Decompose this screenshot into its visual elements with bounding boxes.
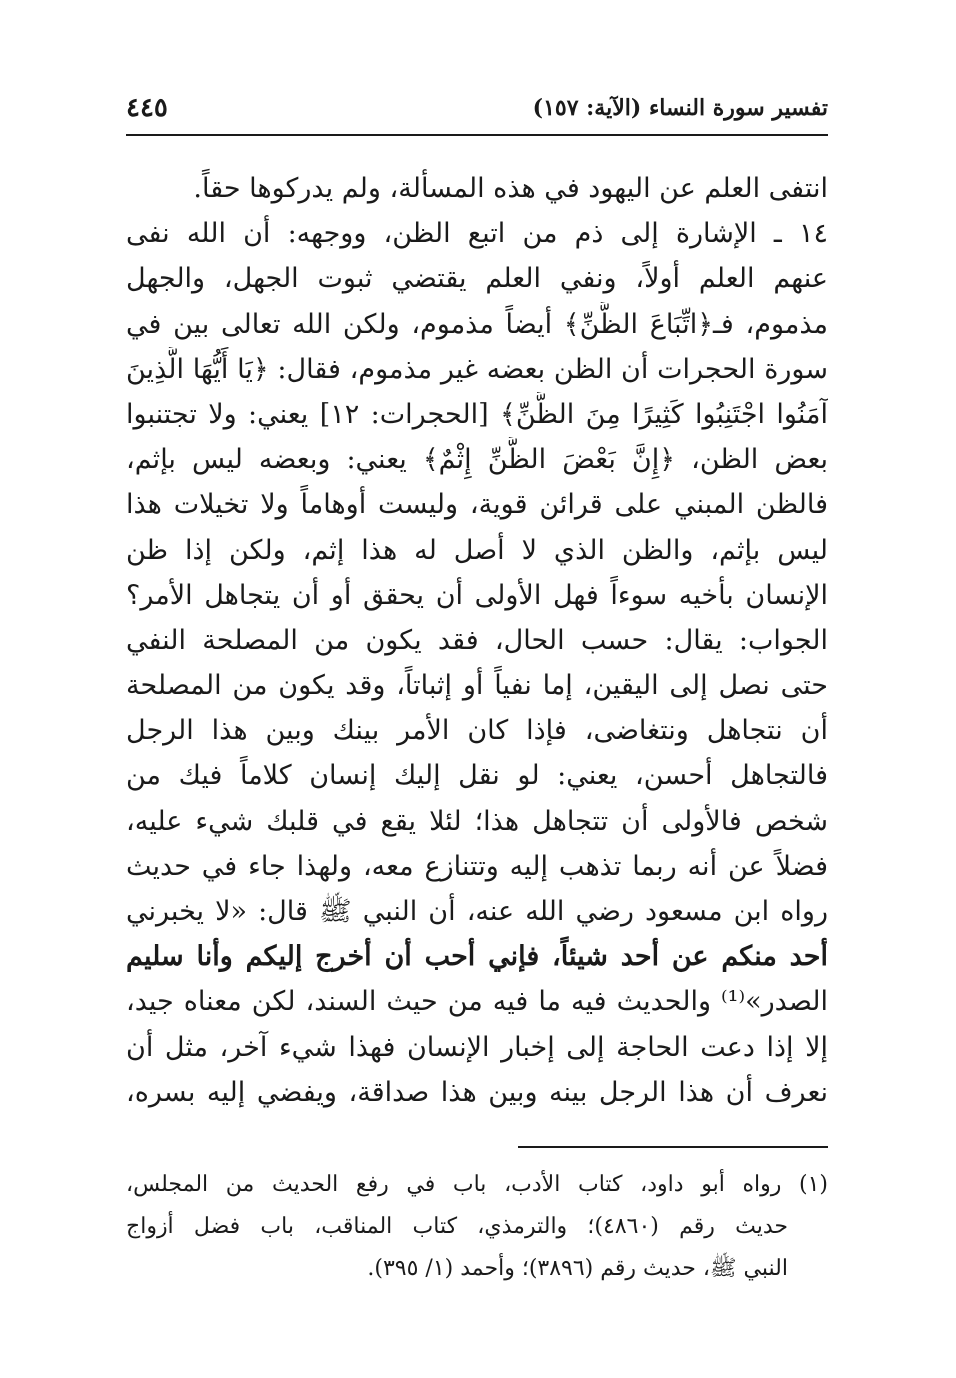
text-line: ليس بإثم، والظن الذي لا أصل له هذا إثم، ولكن إذا ظن — [126, 534, 828, 566]
text-line: أن نتجاهل ونتغاضى، فإذا كان الأمر بينك وبين هذا الرجل — [126, 715, 828, 747]
text-line: نعرف أن هذا الرجل بينه وبين هذا صداقة، ويفضي إليه بسره، — [126, 1076, 828, 1108]
header-divider — [126, 134, 828, 136]
footnote-line: حديث رقم (٤٨٦٠)؛ والترمذي، كتاب المناقب، باب فضل أزواج — [126, 1214, 788, 1239]
footnote-line: النبي ﷺ، حديث رقم (٣٨٩٦)؛ وأحمد (١/ ٣٩٥). — [367, 1256, 788, 1281]
footnote-divider — [518, 1146, 828, 1148]
text-line: آمَنُوا اجْتَنِبُوا كَثِيرًا مِنَ الظَّنِّ﴾ [الحجرات: ١٢] يعني: ولا تجتنبوا — [126, 398, 828, 430]
text-line: أحد منكم عن أحد شيئاً، فإني أحب أن أخرج إليكم وأنا سليم — [126, 941, 828, 973]
text-line: شخص فالأولى أن تتجاهل هذا؛ لئلا يقع في قلبك شيء عليه، — [126, 805, 828, 837]
text-line: الجواب: يقال: حسب الحال، فقد يكون من المصلحة النفي — [126, 624, 828, 656]
text-line: ١٤ ـ الإشارة إلى ذم من اتبع الظن، ووجهه: أن الله نفى — [126, 218, 828, 250]
text-line: عنهم العلم أولاً، ونفي العلم يقتضي ثبوت الجهل، والجهل — [126, 263, 828, 295]
text-line: رواه ابن مسعود رضي الله عنه، أن النبي ﷺ قال: «لا يخبرني — [126, 896, 828, 927]
running-title: تفسير سورة النساء (الآية: ١٥٧) — [532, 95, 828, 121]
text-line: إلا إذا دعت الحاجة إلى إخبار الإنسان فهذا شيء آخر، مثل أن — [126, 1031, 828, 1063]
main-text — [126, 166, 828, 1115]
page-header — [126, 88, 828, 128]
text-line: بعض الظن، ﴿إِنَّ بَعْضَ الظَّنِّ إِثْمٌ﴾ يعني: وبعضه ليس بإثم، — [126, 444, 828, 476]
text-line: فالظن المبني على قرائن قوية، وليست أوهاماً ولا تخيلات هذا — [126, 489, 828, 521]
page-number: ٤٤٥ — [126, 93, 168, 123]
text-line: انتفى العلم عن اليهود في هذه المسألة، ولم يدركوها حقاً. — [193, 173, 828, 204]
text-line: سورة الحجرات أن الظن بعضه غير مذموم، فقال: ﴿يَا أَيُّهَا الَّذِينَ — [126, 353, 828, 385]
text-line: مذموم، فـ﴿اتِّبَاعَ الظَّنِّ﴾ أيضاً مذموم، ولكن الله تعالى بين في — [126, 308, 828, 340]
footnote-line: (١) رواه أبو داود، كتاب الأدب، باب في رفع الحديث من المجلس، — [126, 1172, 828, 1197]
text-line: الصدر»⁽¹⁾ والحديث فيه ما فيه من حيث السند، لكن معناه جيد، — [126, 986, 828, 1018]
text-line: فالتجاهل أحسن، يعني: لو نقل إليك إنسان كلاماً فيك من — [126, 760, 828, 792]
footnotes — [126, 1164, 828, 1290]
text-line: فضلاً عن أنه ربما تذهب إليه وتتنازع معه، ولهذا جاء في حديث — [126, 850, 828, 882]
text-line: الإنسان بأخيه سوءاً فهل الأولى أن يحقق أو أن يتجاهل الأمر؟ — [126, 579, 828, 611]
text-line: حتى نصل إلى اليقين، إما نفياً أو إثباتاً، وقد يكون من المصلحة — [126, 670, 828, 702]
